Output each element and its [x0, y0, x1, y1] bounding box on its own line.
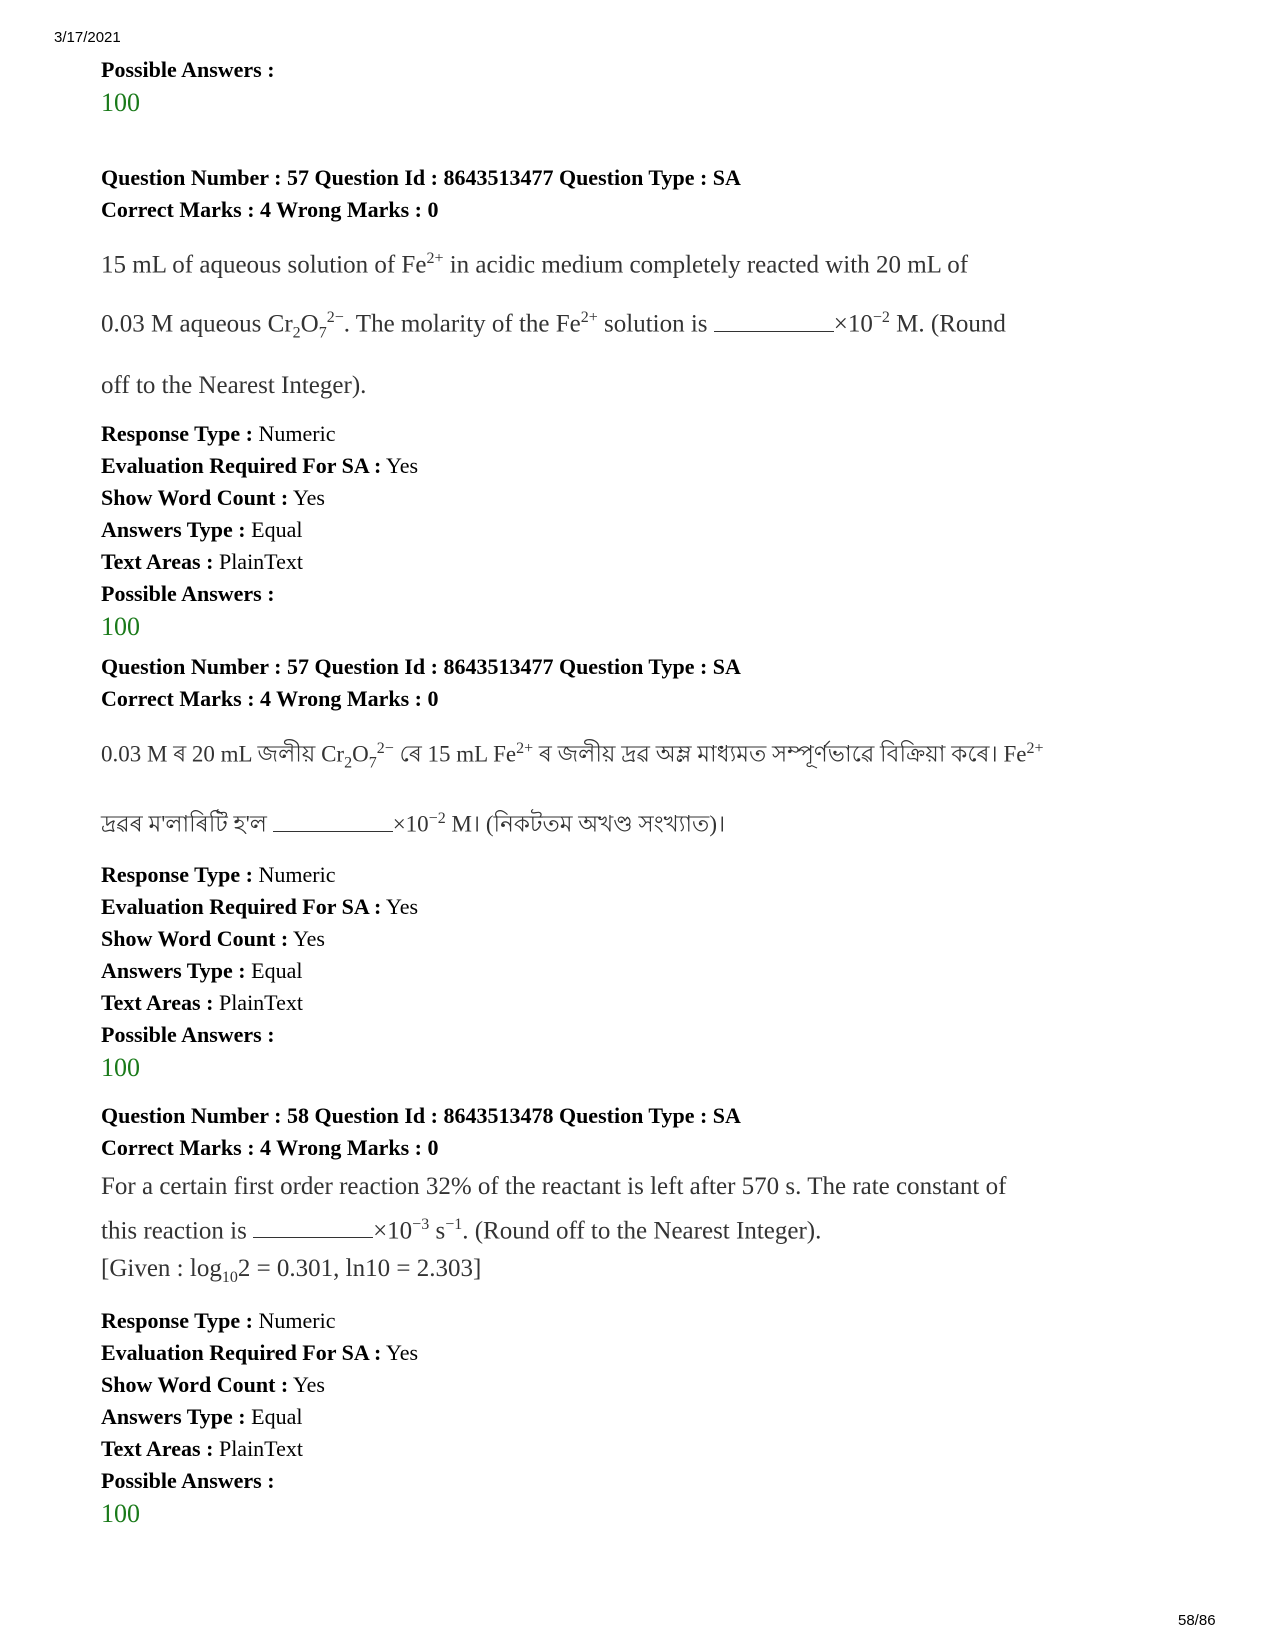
question-meta: Response Type : Numeric Evaluation Required For SA : Yes Show Word Count : Yes Answers Type : Equal Text Areas : PlainText Possible Answers : 100 [101, 859, 1181, 1085]
print-date: 3/17/2021 [54, 29, 121, 46]
answer-blank [273, 813, 393, 832]
question-meta: Response Type : Numeric Evaluation Required For SA : Yes Show Word Count : Yes Answers Type : Equal Text Areas : PlainText Possible Answers : 100 [101, 1305, 1181, 1531]
question-text: For a certain first order reaction 32% of the reactant is left after 570 s. The rate constant of this reaction is $\times 10^{-3}$ $s^{-1}$. (Round off to the Nearest Integer). [Given : $\log_{10}2 = 0.301$, ln10 = 2.303] [101, 1173, 1007, 1287]
possible-answer-value: 100 [101, 611, 140, 641]
possible-answer-value: 100 [101, 1052, 140, 1082]
question-marks: Correct Marks : 4 Wrong Marks : 0 [101, 197, 439, 222]
prev-question-answers [101, 54, 1181, 120]
question-marks: Correct Marks : 4 Wrong Marks : 0 [101, 686, 439, 711]
possible-answers-label: Possible Answers : [101, 57, 275, 82]
page-number: 58/86 [1178, 1612, 1216, 1629]
question-text: 0.03 M ৰ 20 mL জলীয় $Cr_2O_7^{2-}$ ৰে 15 mL $Fe^{2+}$ ৰ জলীয় দ্ৰৱ অম্ল মাধ্যমত সম্পূৰ্ণভাৱে বিক্ৰিয়া কৰে। $Fe^{2+}$ দ্ৰৱৰ ম'লাৰিটি হ'ল $\times 10^{-2}$ M। (নিকটতম অখণ্ড সংখ্যাত)। [101, 740, 1044, 837]
question-header: Question Number : 57 Question Id : 8643513477 Question Type : SA [101, 165, 741, 190]
question-header: Question Number : 58 Question Id : 8643513478 Question Type : SA [101, 1103, 741, 1128]
question-meta: Response Type : Numeric Evaluation Required For SA : Yes Show Word Count : Yes Answers Type : Equal Text Areas : PlainText Possible Answers : 100 [101, 418, 1181, 644]
question-block-1 [101, 162, 1181, 644]
possible-answer-value: 100 [101, 1499, 140, 1529]
possible-answer-value: 100 [101, 88, 140, 117]
answer-blank [714, 313, 834, 332]
question-marks: Correct Marks : 4 Wrong Marks : 0 [101, 1135, 439, 1160]
answer-blank [253, 1219, 373, 1238]
question-block-2 [101, 651, 1181, 1085]
question-text: 15 mL of aqueous solution of $Fe^{2+}$ in acidic medium completely reacted with 20 mL of 0.03 M aqueous $Cr_2O_7^{2-}$. The molarity of the $Fe^{2+}$ solution is $\times 10^{-2}$ M. (Round off to the Nearest Integer). [101, 250, 1006, 399]
question-block-3 [101, 1100, 1181, 1531]
question-header: Question Number : 57 Question Id : 8643513477 Question Type : SA [101, 654, 741, 679]
